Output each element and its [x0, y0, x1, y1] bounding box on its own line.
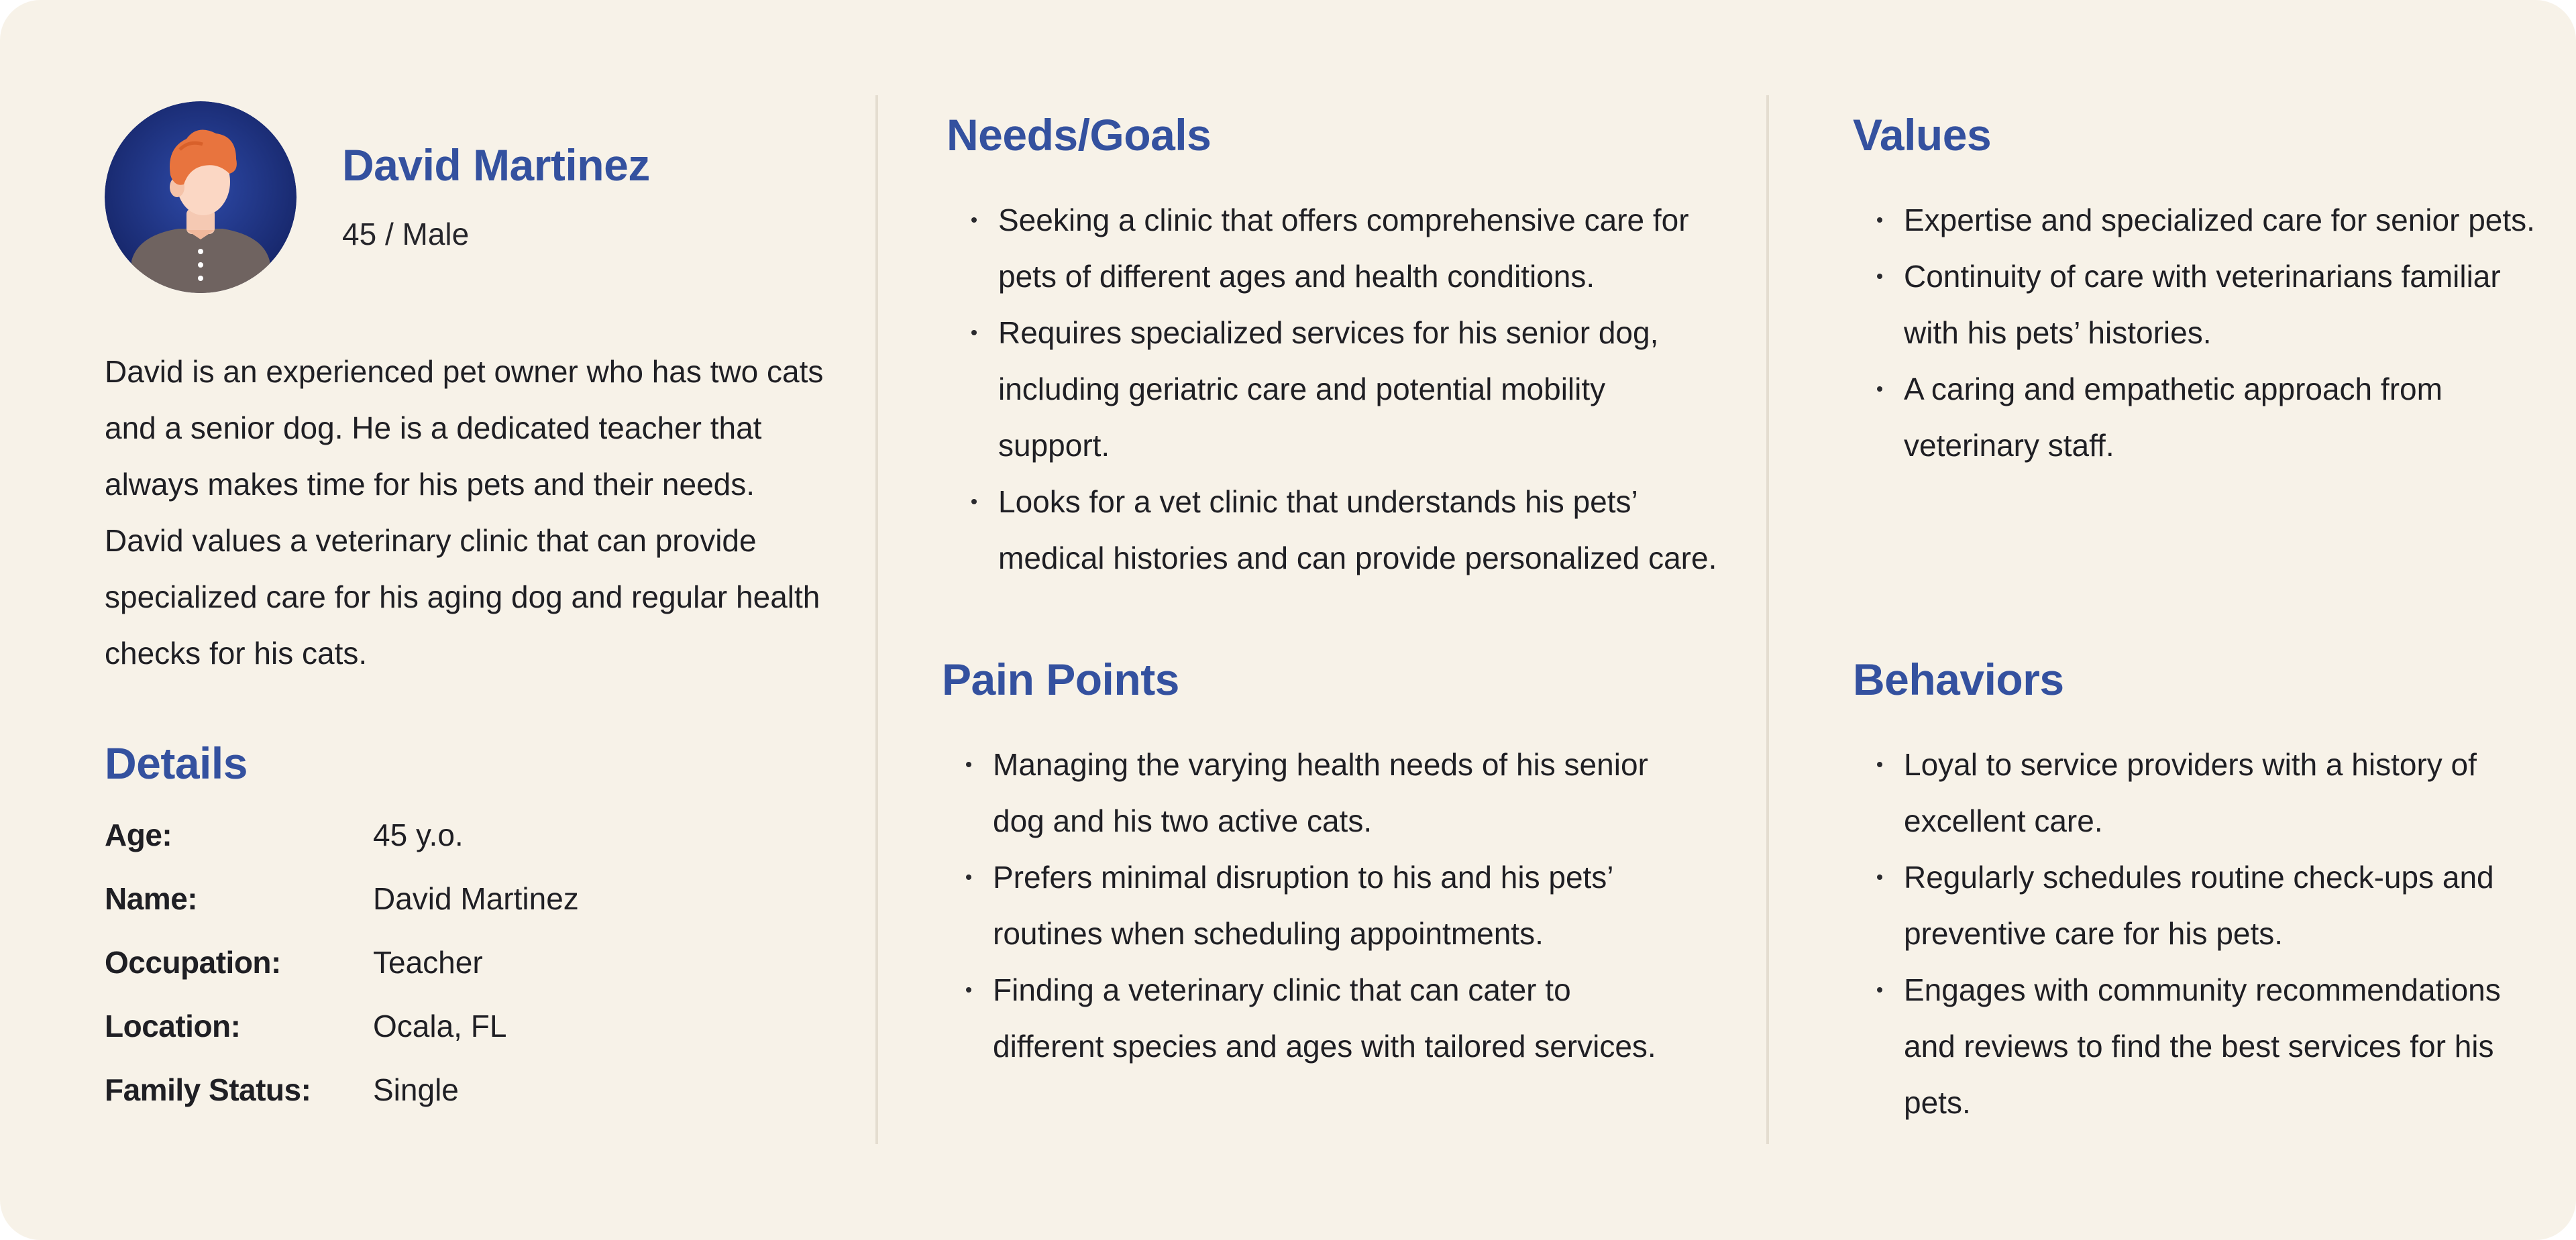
- list-item: Regularly schedules routine check-ups and preventive care for his pets.: [1869, 849, 2546, 962]
- detail-label: Location:: [105, 1009, 241, 1044]
- persona-age-gender: 45 / Male: [342, 217, 470, 251]
- column-divider-right: [1766, 95, 1769, 1144]
- list-item: Expertise and specialized care for senior pets.: [1869, 192, 2540, 248]
- list-item: Managing the varying health needs of his senior dog and his two active cats.: [958, 736, 1682, 849]
- list-item: Looks for a vet clinic that understands his pets’ medical histories and can provide personalized care.: [963, 473, 1721, 586]
- detail-label: Family Status:: [105, 1072, 311, 1107]
- list-item: Continuity of care with veterinarians familiar with his pets’ histories.: [1869, 248, 2540, 361]
- detail-value: David Martinez: [373, 881, 579, 916]
- detail-label: Name:: [105, 881, 198, 916]
- needs-goals-title: Needs/Goals: [947, 110, 1212, 160]
- persona-name: David Martinez: [342, 140, 650, 190]
- list-item: Seeking a clinic that offers comprehensive care for pets of different ages and health conditions.: [963, 192, 1721, 304]
- needs-goals-list: [963, 192, 1721, 586]
- list-item: Prefers minimal disruption to his and his pets’ routines when scheduling appointments.: [958, 849, 1682, 962]
- detail-label: Age:: [105, 818, 172, 852]
- details-title: Details: [105, 738, 248, 788]
- values-title: Values: [1853, 110, 1992, 160]
- column-divider-left: [875, 95, 878, 1144]
- pain-points-list: [958, 736, 1682, 1074]
- list-item: A caring and empathetic approach from veterinary staff.: [1869, 361, 2540, 473]
- detail-value: 45 y.o.: [373, 818, 464, 852]
- list-item: Engages with community recommendations and reviews to find the best services for his pets.: [1869, 962, 2546, 1131]
- detail-value: Ocala, FL: [373, 1009, 507, 1044]
- detail-label: Occupation:: [105, 945, 281, 980]
- list-item: Finding a veterinary clinic that can cater to different species and ages with tailored services.: [958, 962, 1682, 1074]
- person-avatar-icon: [105, 101, 297, 293]
- persona-bio: David is an experienced pet owner who has two cats and a senior dog. He is a dedicated teacher that always makes time for his pets and their needs. David values a veterinary clinic that can provide specialized care for his aging dog and regular health checks for his cats.: [105, 354, 824, 671]
- behaviors-title: Behaviors: [1853, 655, 2064, 704]
- detail-value: Teacher: [373, 945, 483, 980]
- list-item: Requires specialized services for his senior dog, including geriatric care and potential mobility support.: [963, 304, 1721, 473]
- detail-value: Single: [373, 1072, 459, 1107]
- pain-points-title: Pain Points: [942, 655, 1179, 704]
- list-item: Loyal to service providers with a history of excellent care.: [1869, 736, 2546, 849]
- values-list: [1869, 192, 2540, 473]
- behaviors-list: [1869, 736, 2546, 1131]
